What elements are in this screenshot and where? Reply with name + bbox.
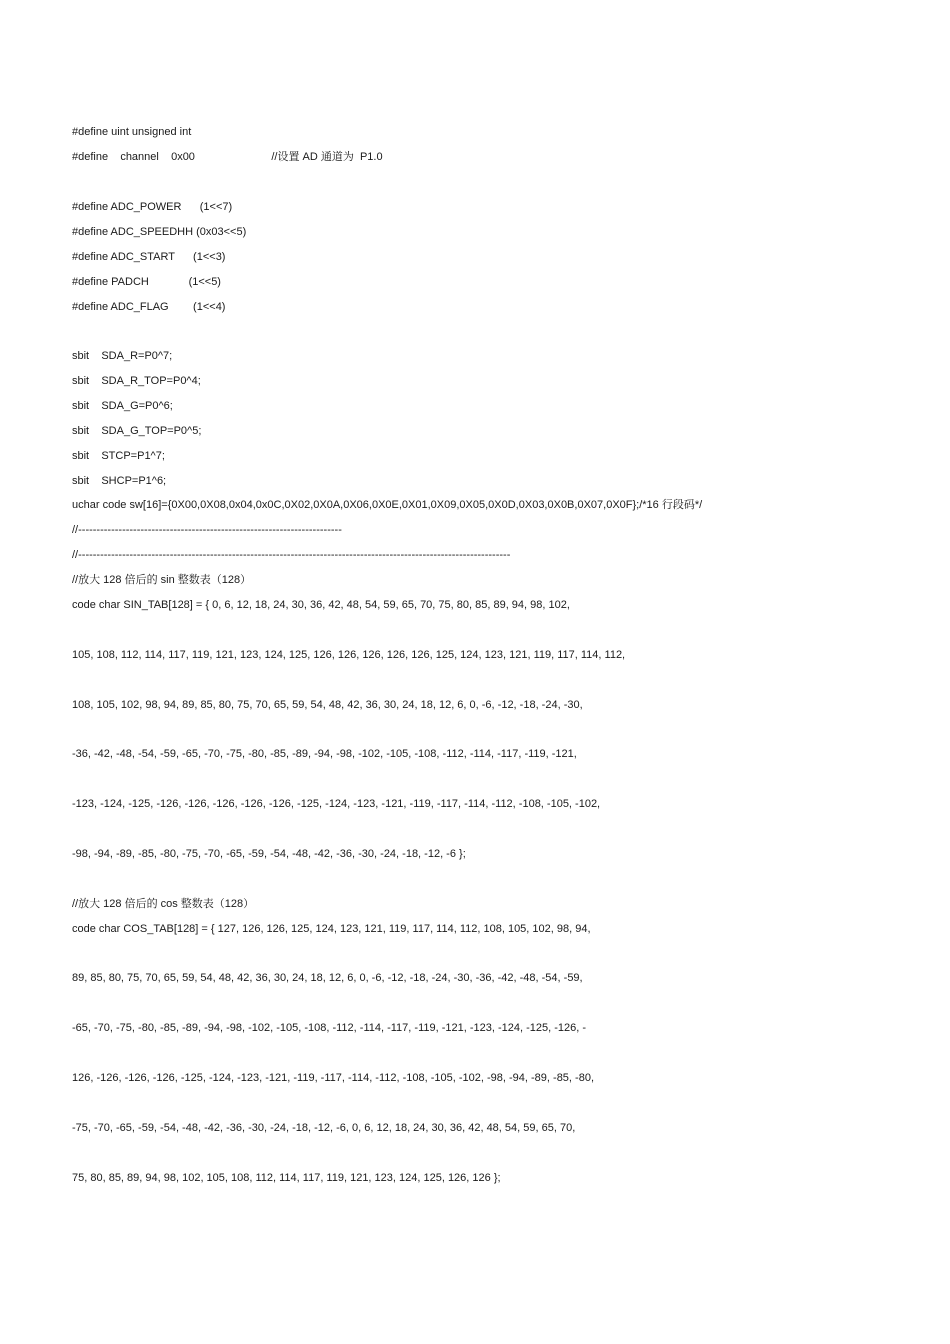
code-line-sin-tab-1: code char SIN_TAB[128] = { 0, 6, 12, 18, 24, 30, 36, 42, 48, 54, 59, 65, 70, 75, 80, 85, 89, 94, 98, 102, xyxy=(72,599,570,611)
code-line-separator-long: //---------------------------------------------------------------------------------------------------------------------- xyxy=(72,549,511,561)
code-line-cos-tab-5: -75, -70, -65, -59, -54, -48, -42, -36, -30, -24, -18, -12, -6, 0, 6, 12, 18, 24, 30, 36, 42, 48, 54, 59, 65, 70, xyxy=(72,1122,576,1134)
code-line-sw-array: uchar code sw[16]={0X00,0X08,0x04,0x0C,0X02,0X0A,0X06,0X0E,0X01,0X09,0X05,0X0D,0X03,0X0B,0X07,0X0F};/*16 行段码*/ xyxy=(72,499,703,511)
code-line-define-padch: #define PADCH (1<<5) xyxy=(72,276,221,288)
code-line-define-adc-start: #define ADC_START (1<<3) xyxy=(72,251,226,263)
code-line-sbit-shcp: sbit SHCP=P1^6; xyxy=(72,475,167,487)
code-line-define-channel: #define channel 0x00 //设置 AD 通道为 P1.0 xyxy=(72,151,383,163)
code-line-define-adc-power: #define ADC_POWER (1<<7) xyxy=(72,201,233,213)
code-line-sbit-stcp: sbit STCP=P1^7; xyxy=(72,450,165,462)
code-line-sbit-sda-g-top: sbit SDA_G_TOP=P0^5; xyxy=(72,425,202,437)
code-line-sin-tab-4: -36, -42, -48, -54, -59, -65, -70, -75, -80, -85, -89, -94, -98, -102, -105, -108, -112, -114, -117, -119, -121, xyxy=(72,748,577,760)
code-line-sin-tab-6: -98, -94, -89, -85, -80, -75, -70, -65, -59, -54, -48, -42, -36, -30, -24, -18, -12, -6 }; xyxy=(72,848,466,860)
code-line-cos-tab-4: 126, -126, -126, -126, -125, -124, -123, -121, -119, -117, -114, -112, -108, -105, -102, -98, -94, -89, -85, -80, xyxy=(72,1072,594,1084)
code-line-cos-tab-3: -65, -70, -75, -80, -85, -89, -94, -98, -102, -105, -108, -112, -114, -117, -119, -121, -123, -124, -125, -126, - xyxy=(72,1022,587,1034)
code-line-sin-tab-5: -123, -124, -125, -126, -126, -126, -126, -126, -125, -124, -123, -121, -119, -117, -114, -112, -108, -105, -102, xyxy=(72,798,601,810)
code-line-cos-comment: //放大 128 倍后的 cos 整数表（128） xyxy=(72,898,255,910)
code-line-define-adc-speedhh: #define ADC_SPEEDHH (0x03<<5) xyxy=(72,226,247,238)
code-line-sin-tab-3: 108, 105, 102, 98, 94, 89, 85, 80, 75, 70, 65, 59, 54, 48, 42, 36, 30, 24, 18, 12, 6, 0, -6, -12, -18, -24, -30, xyxy=(72,699,583,711)
code-line-separator-short: //------------------------------------------------------------------------ xyxy=(72,524,342,536)
code-line-cos-tab-6: 75, 80, 85, 89, 94, 98, 102, 105, 108, 112, 114, 117, 119, 121, 123, 124, 125, 126, 126 }; xyxy=(72,1172,501,1184)
code-line-sbit-sda-g: sbit SDA_G=P0^6; xyxy=(72,400,173,412)
code-line-sin-tab-2: 105, 108, 112, 114, 117, 119, 121, 123, 124, 125, 126, 126, 126, 126, 126, 125, 124, 123, 121, 119, 117, 114, 112, xyxy=(72,649,626,661)
code-line-define-uint: #define uint unsigned int xyxy=(72,126,192,138)
code-line-sbit-sda-r: sbit SDA_R=P0^7; xyxy=(72,350,173,362)
code-line-cos-tab-1: code char COS_TAB[128] = { 127, 126, 126, 125, 124, 123, 121, 119, 117, 114, 112, 108, 105, 102, 98, 94, xyxy=(72,923,591,935)
code-line-cos-tab-2: 89, 85, 80, 75, 70, 65, 59, 54, 48, 42, 36, 30, 24, 18, 12, 6, 0, -6, -12, -18, -24, -30, -36, -42, -48, -54, -59, xyxy=(72,972,583,984)
code-line-define-adc-flag: #define ADC_FLAG (1<<4) xyxy=(72,301,226,313)
code-line-sbit-sda-r-top: sbit SDA_R_TOP=P0^4; xyxy=(72,375,201,387)
code-line-sin-comment: //放大 128 倍后的 sin 整数表（128） xyxy=(72,574,252,586)
